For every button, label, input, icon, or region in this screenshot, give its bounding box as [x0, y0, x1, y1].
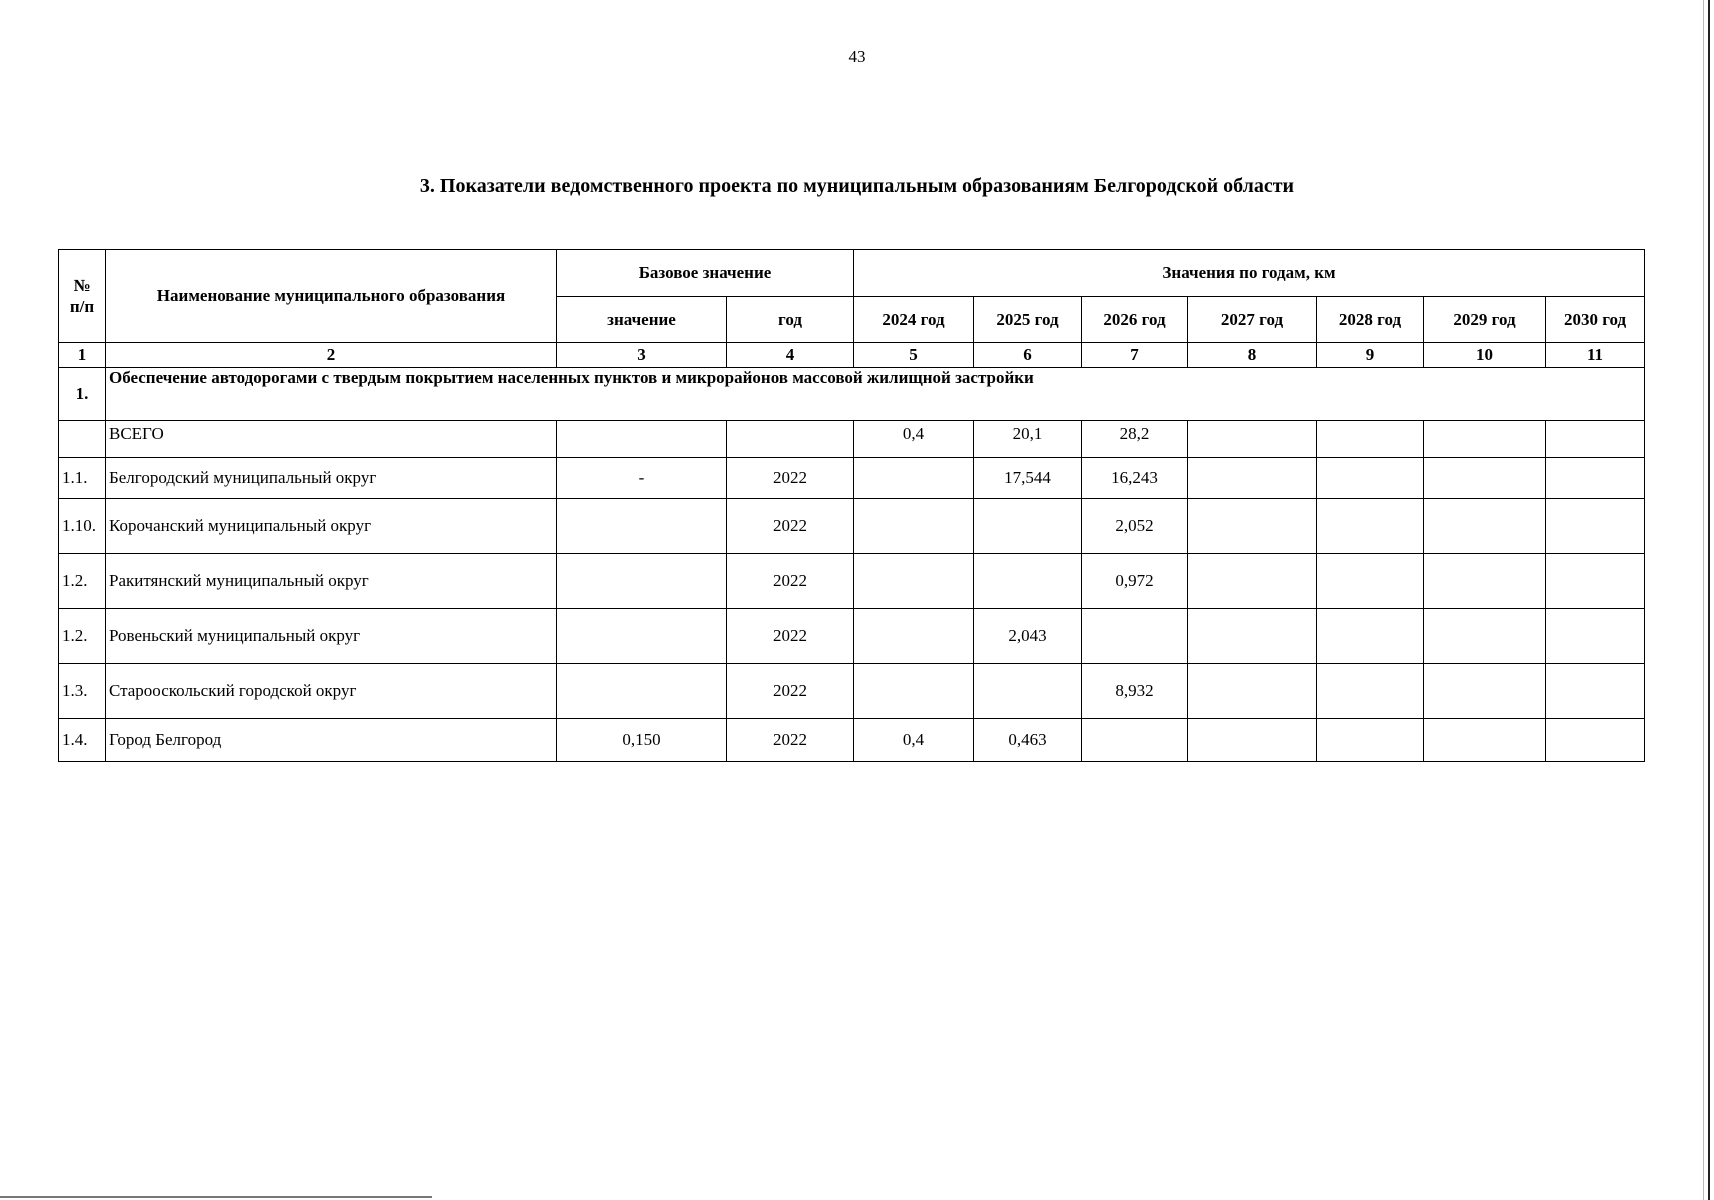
value-2027-cell — [1188, 499, 1317, 554]
row-name: Ракитянский муниципальный округ — [106, 554, 557, 609]
value-2027-cell — [1188, 664, 1317, 719]
table-body — [59, 343, 1645, 762]
header-base-year: год — [727, 297, 854, 343]
header-years-group: Значения по годам, км — [854, 250, 1645, 297]
value-2027-cell — [1188, 458, 1317, 499]
row-name: Старооскольский городской округ — [106, 664, 557, 719]
value-2030-cell — [1546, 664, 1645, 719]
value-2029-cell — [1424, 458, 1546, 499]
row-name: ВСЕГО — [106, 421, 557, 458]
value-2030-cell — [1546, 719, 1645, 762]
value-2027-cell — [1188, 609, 1317, 664]
value-2024-cell — [854, 554, 974, 609]
header-year-2024: 2024 год — [854, 297, 974, 343]
value-2029-cell — [1424, 421, 1546, 458]
table-row — [59, 719, 1645, 762]
value-2026-cell: 16,243 — [1082, 458, 1188, 499]
header-year-2029: 2029 год — [1424, 297, 1546, 343]
table-row — [59, 554, 1645, 609]
row-number — [59, 421, 106, 458]
column-number: 2 — [106, 343, 557, 368]
header-base-group: Базовое значение — [557, 250, 854, 297]
value-2028-cell — [1317, 458, 1424, 499]
row-name: Ровеньский муниципальный округ — [106, 609, 557, 664]
value-2030-cell — [1546, 554, 1645, 609]
column-number: 9 — [1317, 343, 1424, 368]
row-name: Корочанский муниципальный округ — [106, 499, 557, 554]
value-2029-cell — [1424, 554, 1546, 609]
base-value-cell: - — [557, 458, 727, 499]
page-number: 43 — [848, 47, 866, 66]
header-year-2030: 2030 год — [1546, 297, 1645, 343]
value-2024-cell — [854, 458, 974, 499]
column-number: 11 — [1546, 343, 1645, 368]
value-2026-cell: 0,972 — [1082, 554, 1188, 609]
row-number: 1.4. — [59, 719, 106, 762]
value-2026-cell: 28,2 — [1082, 421, 1188, 458]
header-year-2028: 2028 год — [1317, 297, 1424, 343]
table-row — [59, 458, 1645, 499]
base-year-cell: 2022 — [727, 554, 854, 609]
value-2028-cell — [1317, 499, 1424, 554]
value-2024-cell — [854, 499, 974, 554]
value-2029-cell — [1424, 609, 1546, 664]
scan-bottom-line — [0, 1196, 432, 1198]
row-number: 1.2. — [59, 554, 106, 609]
scan-edge-shadow — [1703, 0, 1704, 1200]
value-2025-cell: 2,043 — [974, 609, 1082, 664]
value-2025-cell — [974, 664, 1082, 719]
row-number: 1.10. — [59, 499, 106, 554]
table-row — [59, 664, 1645, 719]
value-2026-cell: 8,932 — [1082, 664, 1188, 719]
value-2027-cell — [1188, 719, 1317, 762]
value-2025-cell: 0,463 — [974, 719, 1082, 762]
section-number: 1. — [59, 368, 106, 421]
value-2027-cell — [1188, 554, 1317, 609]
header-year-2025: 2025 год — [974, 297, 1082, 343]
base-year-cell: 2022 — [727, 458, 854, 499]
header-year-2027: 2027 год — [1188, 297, 1317, 343]
value-2024-cell: 0,4 — [854, 719, 974, 762]
value-2025-cell: 20,1 — [974, 421, 1082, 458]
value-2025-cell: 17,544 — [974, 458, 1082, 499]
indicators-table — [58, 249, 1645, 762]
value-2028-cell — [1317, 609, 1424, 664]
column-number: 6 — [974, 343, 1082, 368]
base-value-cell — [557, 499, 727, 554]
value-2025-cell — [974, 499, 1082, 554]
base-year-cell: 2022 — [727, 664, 854, 719]
value-2026-cell — [1082, 719, 1188, 762]
value-2028-cell — [1317, 719, 1424, 762]
column-number: 4 — [727, 343, 854, 368]
value-2027-cell — [1188, 421, 1317, 458]
base-year-cell: 2022 — [727, 719, 854, 762]
value-2029-cell — [1424, 664, 1546, 719]
value-2024-cell — [854, 609, 974, 664]
column-number: 3 — [557, 343, 727, 368]
value-2030-cell — [1546, 458, 1645, 499]
value-2028-cell — [1317, 554, 1424, 609]
base-value-cell — [557, 664, 727, 719]
column-number: 7 — [1082, 343, 1188, 368]
table-row — [59, 499, 1645, 554]
column-number-row — [59, 343, 1645, 368]
base-year-cell: 2022 — [727, 609, 854, 664]
header-year-2026: 2026 год — [1082, 297, 1188, 343]
column-number: 5 — [854, 343, 974, 368]
column-number: 10 — [1424, 343, 1546, 368]
base-value-cell: 0,150 — [557, 719, 727, 762]
row-number: 1.2. — [59, 609, 106, 664]
value-2028-cell — [1317, 421, 1424, 458]
value-2029-cell — [1424, 719, 1546, 762]
scan-edge — [1708, 0, 1710, 1200]
column-number: 1 — [59, 343, 106, 368]
document-title: 3. Показатели ведомственного проекта по муниципальным образованиям Белгородской области — [419, 175, 1295, 197]
value-2030-cell — [1546, 421, 1645, 458]
value-2026-cell: 2,052 — [1082, 499, 1188, 554]
row-name: Белгородский муниципальный округ — [106, 458, 557, 499]
base-year-cell — [727, 421, 854, 458]
header-base-value: значение — [557, 297, 727, 343]
value-2024-cell — [854, 664, 974, 719]
value-2024-cell: 0,4 — [854, 421, 974, 458]
header-name: Наименование муниципального образования — [106, 250, 557, 343]
value-2025-cell — [974, 554, 1082, 609]
value-2028-cell — [1317, 664, 1424, 719]
row-number: 1.3. — [59, 664, 106, 719]
base-value-cell — [557, 609, 727, 664]
value-2026-cell — [1082, 609, 1188, 664]
section-title: Обеспечение автодорогами с твердым покрытием населенных пунктов и микрорайонов массовой жилищной застройки — [106, 368, 1645, 421]
base-value-cell — [557, 421, 727, 458]
value-2029-cell — [1424, 499, 1546, 554]
table-row — [59, 421, 1645, 458]
header-no: № п/п — [59, 250, 106, 343]
value-2030-cell — [1546, 609, 1645, 664]
row-name: Город Белгород — [106, 719, 557, 762]
base-year-cell: 2022 — [727, 499, 854, 554]
table-header — [59, 250, 1645, 343]
row-number: 1.1. — [59, 458, 106, 499]
column-number: 8 — [1188, 343, 1317, 368]
value-2030-cell — [1546, 499, 1645, 554]
table-row — [59, 609, 1645, 664]
section-row — [59, 368, 1645, 421]
base-value-cell — [557, 554, 727, 609]
